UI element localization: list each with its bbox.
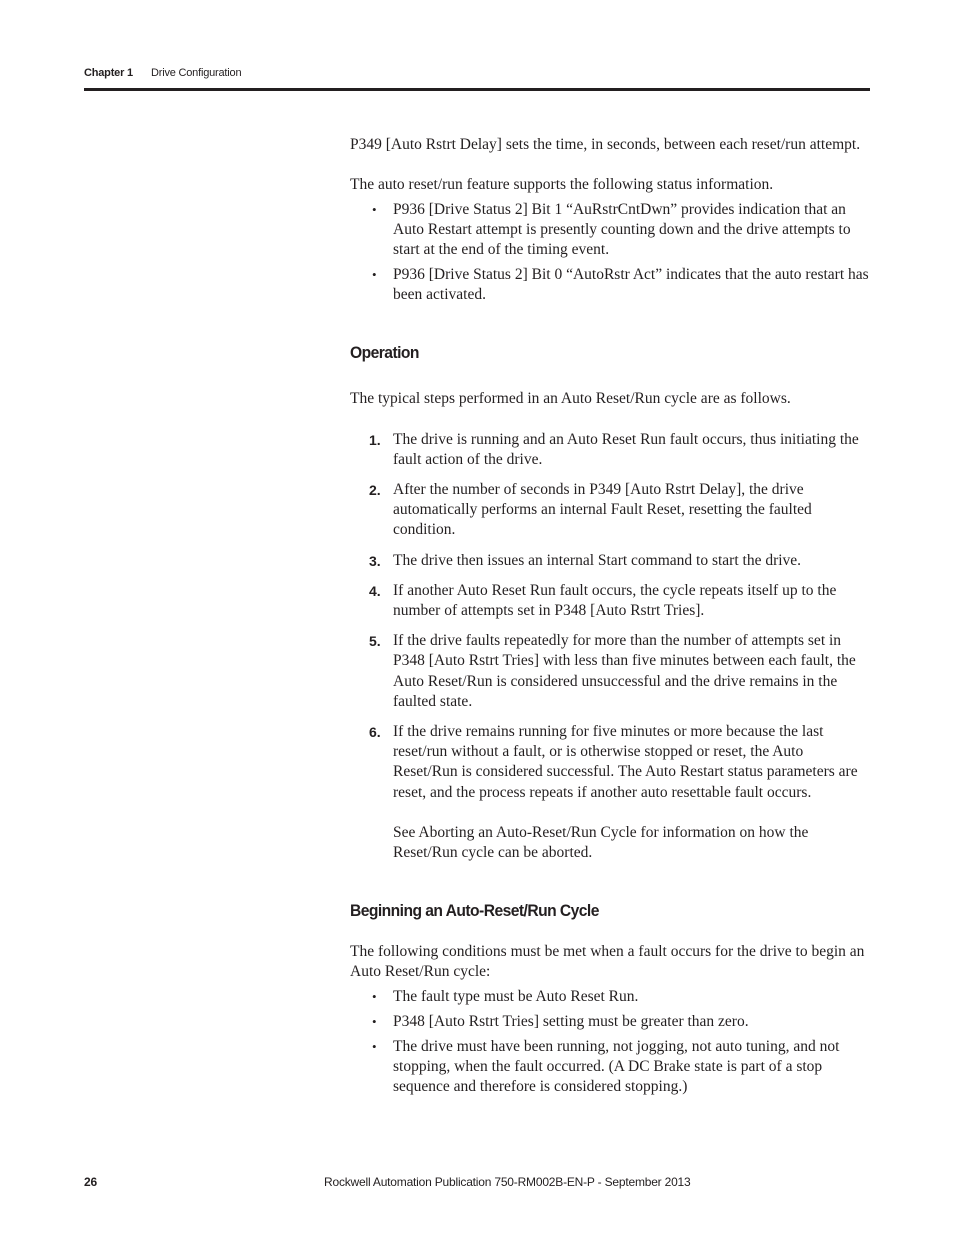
- list-item: [350, 581, 870, 621]
- list-item: [350, 631, 870, 712]
- conditions-bullet-list: [350, 987, 870, 1097]
- intro-paragraph: P349 [Auto Rstrt Delay] sets the time, in seconds, between each reset/run attempt.: [350, 136, 861, 153]
- main-content: [350, 135, 870, 1097]
- chapter-label: Chapter 1: [84, 67, 133, 79]
- step-text: If the drive remains running for five minutes or more because the last reset/run without a fault, or is otherwise stopped or reset, the Auto Reset/Run is considered successful. The Auto Restart status parameters are reset, and the process repeats if another auto resettable fault occurs.: [393, 723, 858, 801]
- list-item: • P936 [Drive Status 2] Bit 1 “AuRstrCntDwn” provides indication that an Auto Restart attempt is presently counting down and the drive attempts to start at the end of the timing event.: [350, 200, 870, 261]
- chapter-title: Drive Configuration: [151, 67, 242, 79]
- step-text: The drive then issues an internal Start command to start the drive.: [393, 551, 802, 569]
- operation-intro: The typical steps performed in an Auto Reset/Run cycle are as follows.: [350, 390, 791, 408]
- step-text: After the number of seconds in P349 [Auto Rstrt Delay], the drive automatically performs an internal Fault Reset, resetting the faulted condition.: [393, 481, 812, 539]
- publication-info: Rockwell Automation Publication 750-RM002B-EN-P - September 2013: [324, 1175, 691, 1189]
- list-item: • P936 [Drive Status 2] Bit 0 “AutoRstr Act” indicates that the auto restart has been activated.: [350, 265, 870, 305]
- list-item: [350, 722, 870, 863]
- step-note: See Aborting an Auto-Reset/Run Cycle for information on how the Reset/Run cycle can be aborted.: [393, 823, 809, 862]
- intro-paragraph: The auto reset/run feature supports the following status information.: [350, 176, 774, 194]
- list-item: [350, 551, 870, 571]
- step-number: 1.: [369, 431, 381, 448]
- list-item: [350, 480, 870, 541]
- header-rule: [84, 88, 870, 91]
- beginning-intro: The following conditions must be met when a fault occurs for the drive to begin an Auto Reset/Run cycle:: [350, 943, 865, 981]
- step-text: If the drive faults repeatedly for more than the number of attempts set in P348 [Auto Rstrt Tries] with less than five minutes between each fault, the Auto Reset/Run is considered unsuccessful and the drive remains in the faulted state.: [393, 632, 856, 710]
- list-item: [350, 430, 870, 470]
- step-number: 2.: [369, 482, 381, 499]
- list-item: • The drive must have been running, not jogging, not auto tuning, and not stopping, when the fault occurred. (A DC Brake state is part of a stop sequence and therefore is considered stopping.): [350, 1037, 870, 1098]
- step-number: 3.: [369, 552, 381, 569]
- status-bullet-list: [350, 200, 870, 306]
- list-item: • The fault type must be Auto Reset Run.: [350, 987, 870, 1007]
- section-heading-operation: Operation: [350, 343, 419, 363]
- running-header: [84, 67, 870, 79]
- step-text: The drive is running and an Auto Reset Run fault occurs, thus initiating the fault action of the drive.: [393, 430, 859, 468]
- page-number: 26: [84, 1175, 97, 1189]
- operation-steps-list: [350, 430, 870, 864]
- section-heading-beginning: Beginning an Auto-Reset/Run Cycle: [350, 901, 599, 921]
- step-number: 5.: [369, 633, 381, 650]
- step-number: 4.: [369, 582, 381, 599]
- step-text: If another Auto Reset Run fault occurs, the cycle repeats itself up to the number of attempts set in P348 [Auto Rstrt Tries].: [393, 581, 837, 620]
- list-item: • P348 [Auto Rstrt Tries] setting must be greater than zero.: [350, 1012, 870, 1032]
- step-number: 6.: [369, 724, 381, 741]
